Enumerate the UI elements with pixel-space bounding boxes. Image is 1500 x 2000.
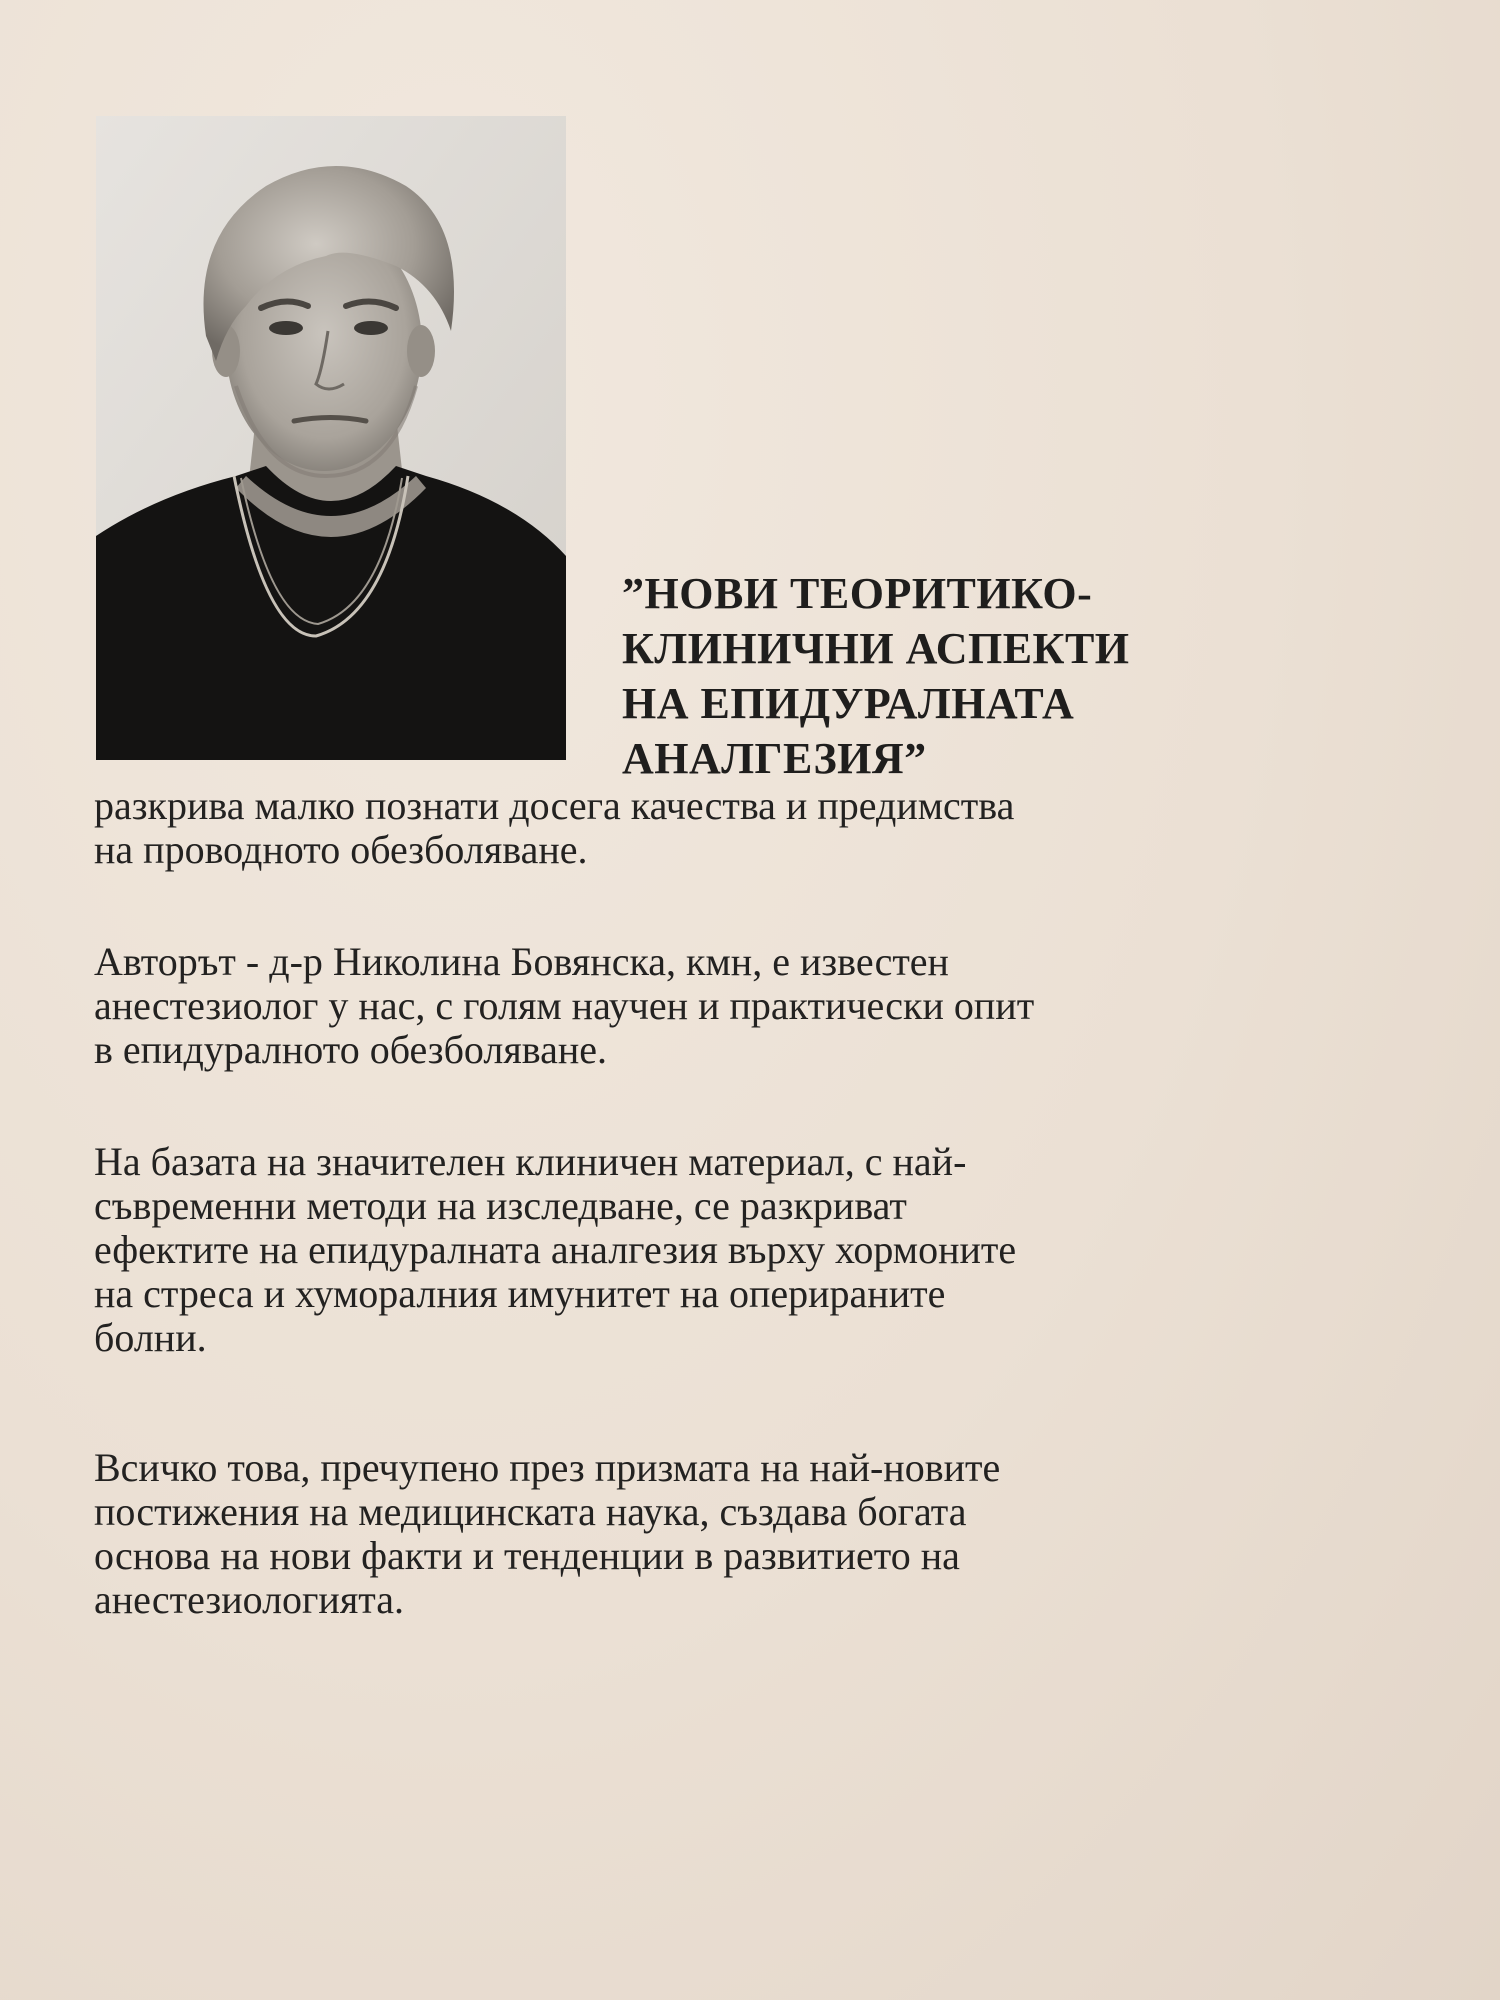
research-paragraph	[94, 1140, 1016, 1360]
text-line: болни.	[94, 1315, 207, 1360]
conclusion-paragraph	[94, 1446, 1000, 1622]
book-title-line: ”НОВИ ТЕОРИТИКО-	[622, 569, 1093, 618]
text-line: в епидуралното обезболяване.	[94, 1027, 608, 1072]
text-line: съвременни методи на изследване, се разкриват	[94, 1183, 907, 1228]
text-line: разкрива малко познати досега качества и предимства	[94, 783, 1015, 828]
text-line: анестезиологията.	[94, 1577, 404, 1622]
book-title-line: НА ЕПИДУРАЛНАТА	[622, 679, 1075, 728]
text-line: ефектите на епидуралната аналгезия върху хормоните	[94, 1227, 1017, 1272]
book-title-line: КЛИНИЧНИ АСПЕКТИ	[622, 624, 1130, 673]
text-line: Всичко това, пречупено през призмата на най-новите	[94, 1445, 1001, 1490]
text-line: на проводното обезболяване.	[94, 827, 588, 872]
text-line: На базата на значителен клиничен материал, с най-	[94, 1139, 967, 1184]
author-portrait-photo	[96, 116, 566, 760]
text-line: Авторът - д-р Николина Бовянска, кмн, е известен	[94, 939, 949, 984]
text-line: основа на нови факти и тенденции в развитието на	[94, 1533, 960, 1578]
description-paragraph	[94, 784, 1014, 872]
text-line: анестезиолог у нас, с голям научен и практически опит	[94, 983, 1035, 1028]
text-line: на стреса и хуморалния имунитет на оперираните	[94, 1271, 946, 1316]
author-paragraph	[94, 940, 1034, 1072]
text-line: постижения на медицинската наука, създава богата	[94, 1489, 967, 1534]
book-title-line: АНАЛГЕЗИЯ”	[622, 734, 927, 783]
book-title	[622, 566, 1130, 786]
